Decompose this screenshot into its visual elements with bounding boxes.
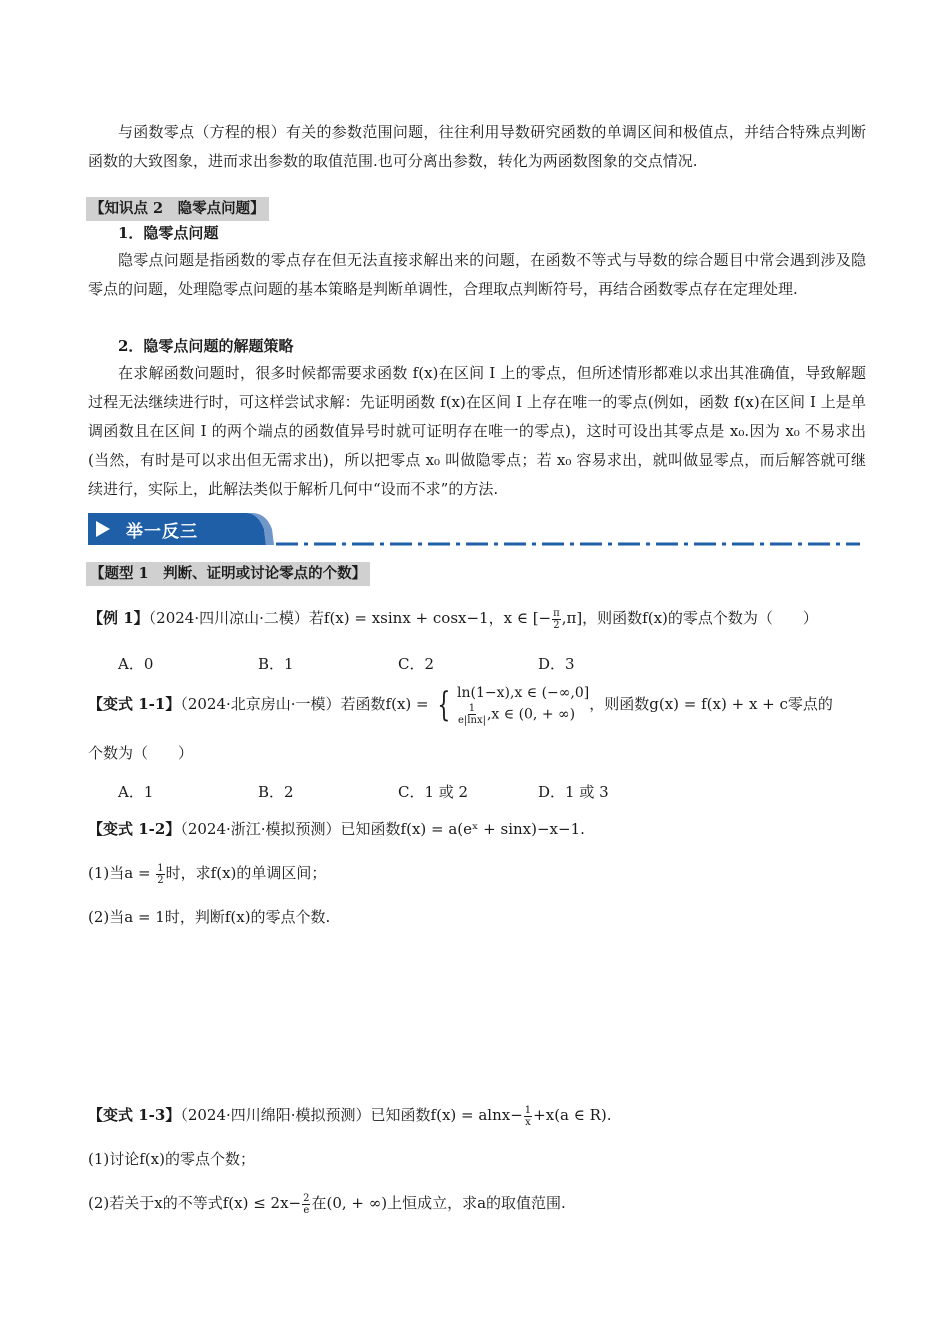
variant-1-1-tag: 【变式 1-1】 (88, 695, 181, 713)
option-c: C．1 或 2 (398, 783, 469, 801)
left-brace: { (437, 685, 451, 725)
strategy-subheading: 2．隐零点问题的解题策略 (118, 337, 294, 355)
section-banner (86, 511, 862, 549)
variant-1-3-text-b: +x(a ∈ R). (533, 1106, 612, 1124)
frac-denominator: 2 (553, 619, 560, 631)
q2-text-b: 在(0, + ∞)上恒成立，求a的取值范围. (311, 1194, 566, 1212)
banner-label: 举一反三 (126, 522, 198, 542)
example-1-text-a: 若f(x) = xsinx + cosx−1，x ∈ [− (308, 609, 552, 627)
hidden-zero-paragraph: 隐零点问题是指函数的零点存在但无法直接求解出来的问题，在函数不等式与导数的综合题目中常会遇到涉及隐零点的问题，处理隐零点问题的基本策略是判断单调性，合理取点判断符号，再结合函数零点存在定理处理. (88, 251, 866, 298)
one-half-fraction (156, 863, 164, 886)
option-d: D．1 或 3 (538, 783, 609, 801)
variant-1-1-stem-cont: 个数为（ ） (88, 744, 194, 762)
variant-1-1-options (118, 781, 678, 802)
variant-1-2-question-1 (88, 862, 326, 886)
strategy-paragraph: 在求解函数问题时，很多时候都需要求函数 f(x)在区间 I 上的零点，但所述情形都难以求出其准确值，导致解题过程无法继续进行时，可这样尝试求解：先证明函数 f(x)在区间 I 上存在唯一的零点(例如，函数 f(x)在区间 I 上是单调函数且在区间 I 的两个端点的函数值异号时就可证明存在唯一的零点)，这时可设出其零点是 x₀.因为 x₀ 不易求出(当然，有时是可以求出但无需求出)，所以把零点 x₀ 叫做隐零点；若 x₀ 容易求出，就叫做显零点，而后解答就可继续进行，实际上，此解法类似于解析几何中“设而不求”的方法. (88, 364, 866, 498)
piece-row-2-tail: ,x ∈ (0, + ∞) (486, 706, 576, 723)
option-d: D．3 (538, 655, 575, 673)
variant-1-3-source: （2024·四川绵阳·模拟预测） (180, 1106, 371, 1124)
variant-1-3-question-2 (88, 1192, 566, 1216)
example-1-text-b: ,π]，则函数f(x)的零点个数为（ ） (561, 609, 818, 627)
variant-1-1-source: （2024·北京房山·一模） (180, 695, 341, 713)
option-b: B．2 (258, 783, 294, 801)
one-over-x-fraction (524, 1105, 532, 1128)
variant-1-2-source: （2024·浙江·模拟预测） (180, 820, 341, 838)
two-over-e-fraction (302, 1193, 310, 1216)
example-1-tag: 【例 1】 (88, 609, 149, 627)
variant-1-2-stem (88, 818, 585, 839)
question-type-1-heading: 【题型 1 判断、证明或讨论零点的个数】 (86, 562, 370, 586)
piece-fraction (458, 703, 486, 726)
piecewise-rows (457, 684, 589, 726)
variant-1-3-text-a: 已知函数f(x) = alnx− (370, 1106, 523, 1124)
q2-text-a: (2)若关于x的不等式f(x) ≤ 2x− (88, 1194, 302, 1212)
piece-row-1: ln(1−x),x ∈ (−∞,0] (457, 685, 590, 701)
option-c: C．2 (398, 655, 435, 673)
variant-1-2-text: 已知函数f(x) = a(eˣ + sinx)−x−1. (340, 820, 585, 838)
variant-1-1-text-a: 若函数f(x) = (340, 695, 434, 713)
frac-numerator: 2 (303, 1192, 310, 1204)
option-a: A．1 (118, 783, 154, 801)
variant-1-2-tag: 【变式 1-2】 (88, 820, 181, 838)
piecewise-function (433, 684, 589, 726)
banner-graphic (86, 511, 862, 549)
example-1-options (118, 653, 678, 674)
frac-numerator: 1 (524, 1104, 532, 1116)
q1-text-a: (1)当a = (88, 864, 156, 882)
frac-denominator: x (525, 1116, 531, 1128)
q1-text-b: 时，求f(x)的单调区间； (165, 864, 327, 882)
frac-denominator: 2 (157, 874, 164, 886)
frac-numerator: π (553, 607, 560, 619)
frac-denominator: e (303, 1204, 310, 1216)
variant-1-2-question-2: (2)当a = 1时，判断f(x)的零点个数. (88, 908, 331, 926)
frac-numerator: 1 (468, 703, 476, 714)
hidden-zero-subheading: 1．隐零点问题 (118, 224, 219, 242)
intro-paragraph: 与函数零点（方程的根）有关的参数范围问题，往往利用导数研究函数的单调区间和极值点，并结合特殊点判断函数的大致图象，进而求出参数的取值范围.也可分离出参数，转化为两函数图象的交点情况. (88, 123, 866, 170)
knowledge-point-2-heading: 【知识点 2 隐零点问题】 (86, 197, 269, 221)
variant-1-3-tag: 【变式 1-3】 (88, 1106, 181, 1124)
variant-1-3-stem (88, 1104, 612, 1128)
frac-numerator: 1 (157, 862, 164, 874)
example-1-source: （2024·四川凉山·二模） (148, 609, 309, 627)
option-b: B．1 (258, 655, 294, 673)
option-a: A．0 (118, 655, 154, 673)
example-1-stem (88, 607, 818, 631)
variant-1-3-question-1: (1)讨论f(x)的零点个数； (88, 1150, 255, 1168)
piece-row-2 (457, 703, 589, 726)
frac-denominator: e|lnx| (458, 715, 486, 726)
pi-over-2-fraction (552, 608, 561, 631)
variant-1-1-text-b: ，则函数g(x) = f(x) + x + c零点的 (589, 695, 833, 713)
variant-1-1-stem (88, 684, 833, 726)
